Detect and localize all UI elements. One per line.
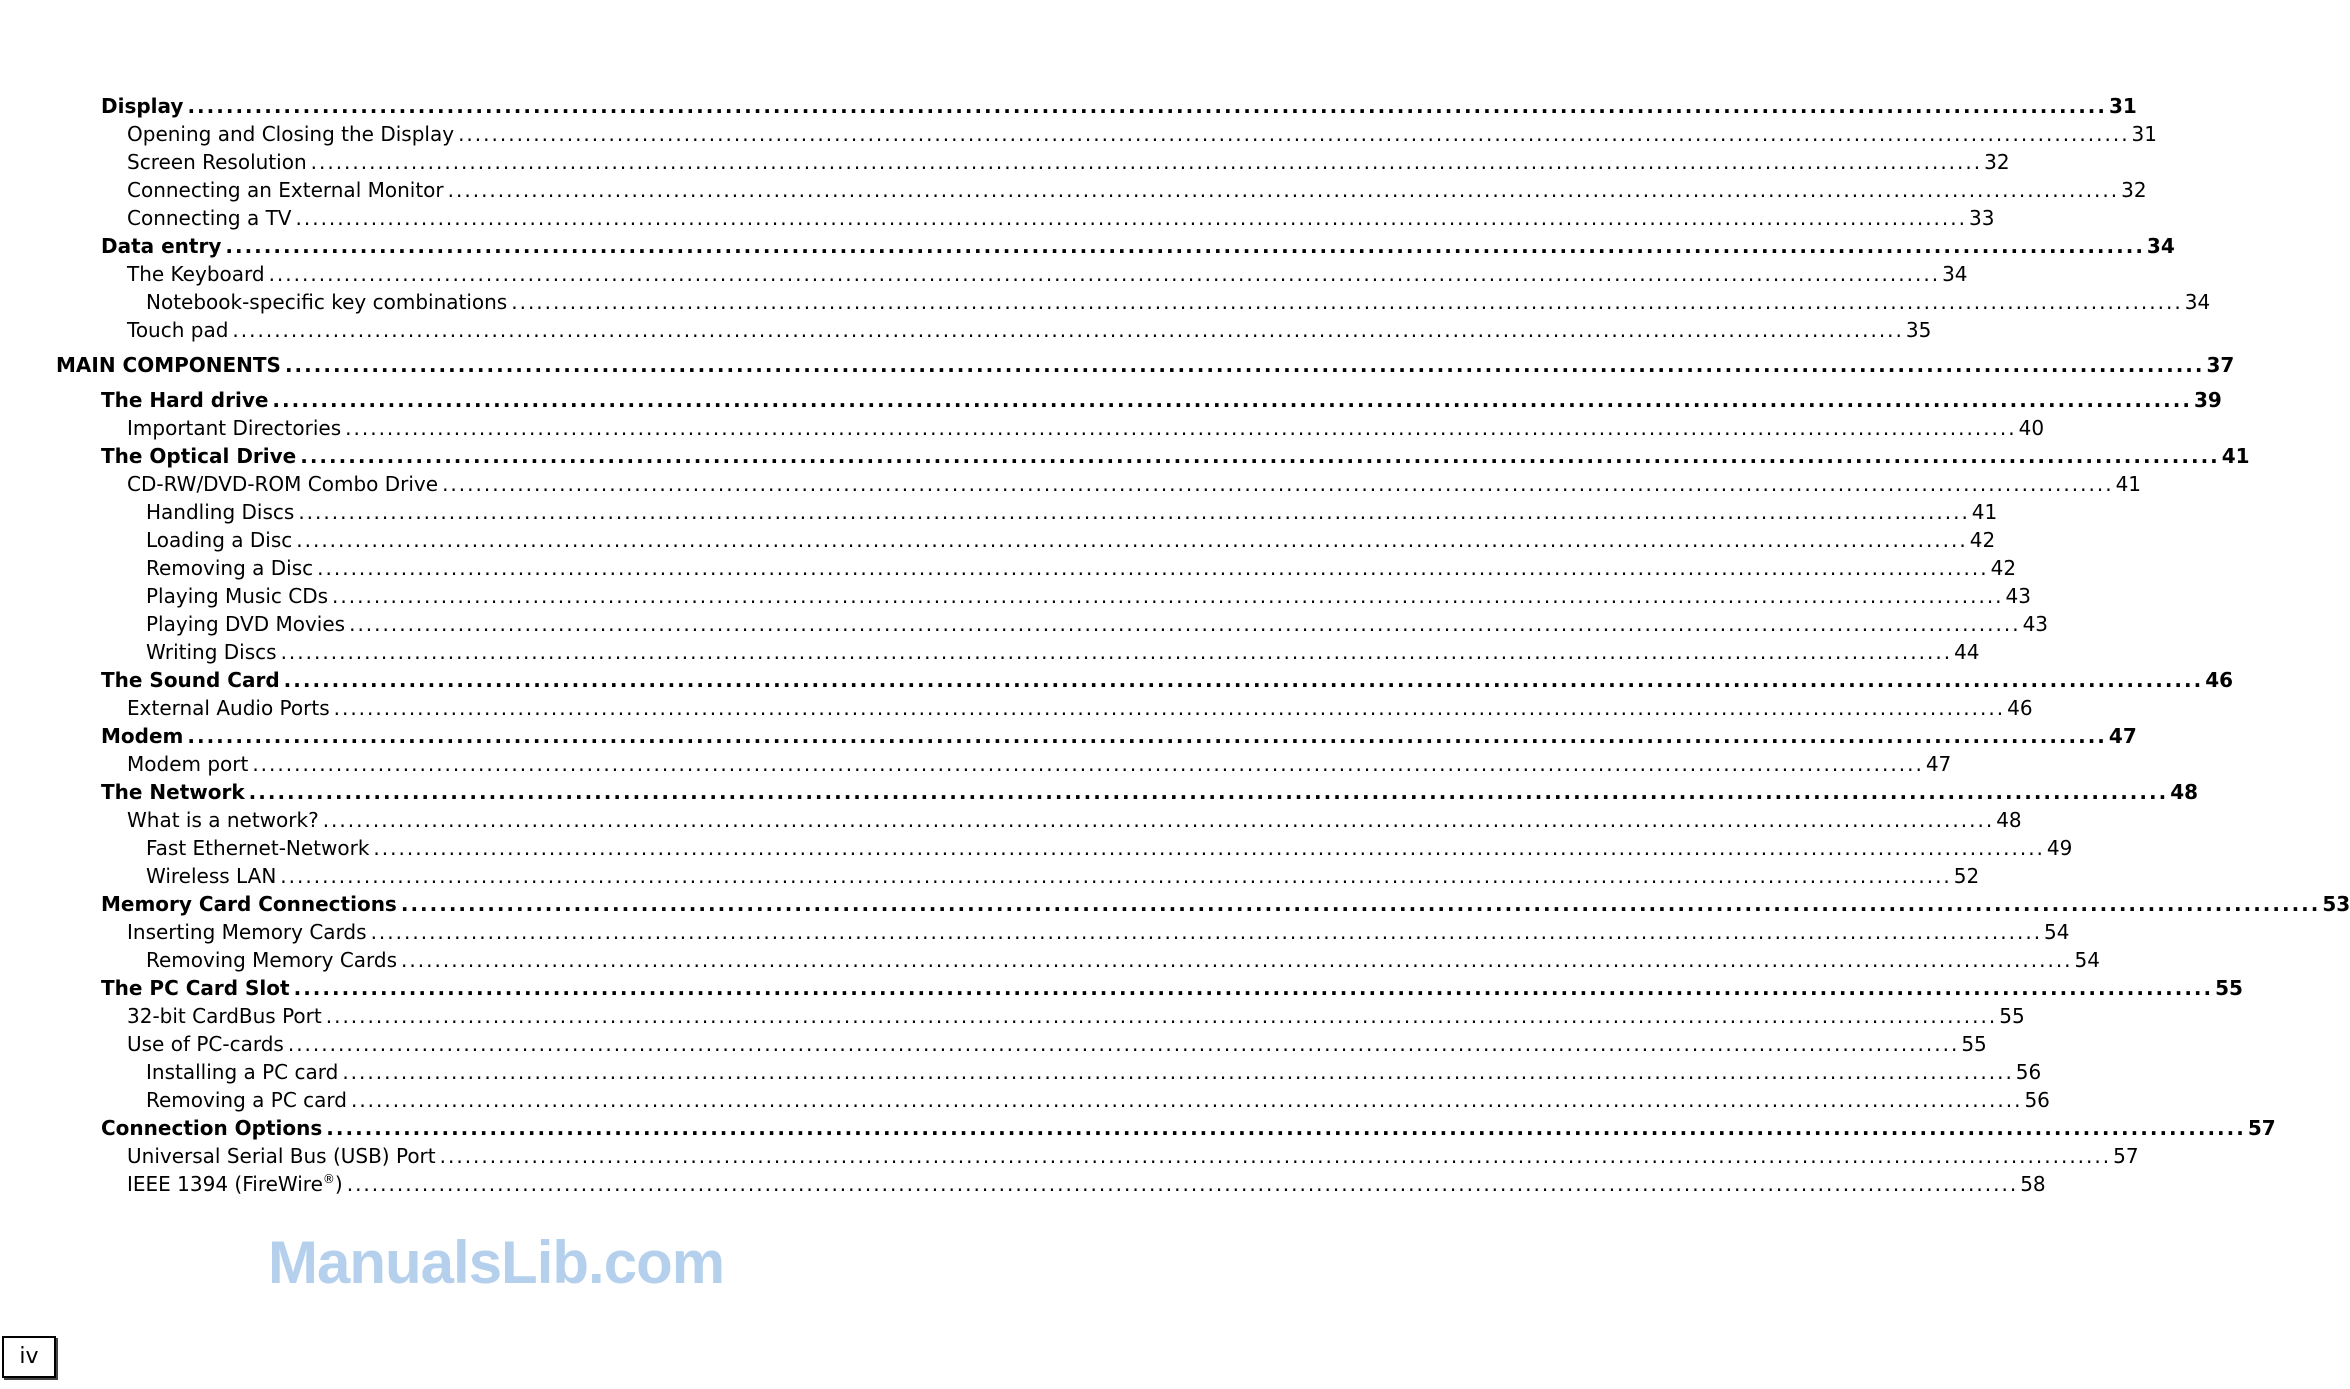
toc-entry-page: 56	[2015, 1060, 2042, 1084]
leader-dots: ........................................................................................................................................................................................................	[300, 444, 2220, 468]
leader-dots: ........................................................................................................................................................................................................	[287, 1032, 1960, 1056]
toc-entry-page: 53	[2322, 892, 2350, 916]
toc-entry-title	[101, 666, 284, 694]
toc-entry-page: 41	[2115, 472, 2142, 496]
toc-entry[interactable]	[0, 834, 2073, 862]
toc-entry-title-text: The Optical Drive	[101, 444, 297, 468]
toc-entry-title	[127, 176, 448, 204]
leader-dots: ........................................................................................................................................................................................................	[350, 1088, 2023, 1112]
leader-dots: ........................................................................................................................................................................................................	[232, 318, 1904, 342]
toc-entry-title-text: Inserting Memory Cards	[127, 920, 367, 944]
leader-dots: ........................................................................................................................................................................................................	[345, 416, 2017, 440]
toc-entry-title-text: Display	[101, 94, 184, 118]
toc-entry-title-text: IEEE 1394 (FireWire	[127, 1172, 323, 1196]
watermark: ManualsLib.com	[268, 1229, 725, 1296]
toc-entry-page: 54	[2044, 920, 2070, 944]
toc-entry-title-text: The Keyboard	[127, 262, 265, 286]
toc-entry-title	[127, 260, 269, 288]
toc-entry-title-text: Removing a PC card	[146, 1088, 347, 1112]
leader-dots: ........................................................................................................................................................................................................	[268, 262, 1941, 286]
toc-entry-title	[127, 750, 252, 778]
toc-entry-page: 34	[2184, 290, 2211, 314]
toc-entry-page: 42	[1969, 528, 1996, 552]
leader-dots: ........................................................................................................................................................................................................	[346, 1172, 2019, 1196]
toc-entry-title	[127, 1030, 288, 1058]
toc-entry[interactable]	[0, 1142, 2139, 1170]
title-suffix: )	[334, 1172, 343, 1196]
toc-entry-title-text: The PC Card Slot	[101, 976, 290, 1000]
toc-entry[interactable]	[0, 750, 1952, 778]
toc-entry-title-text: Removing a Disc	[146, 556, 314, 580]
toc-entry[interactable]	[0, 176, 2147, 204]
leader-dots: ........................................................................................................................................................................................................	[442, 472, 2114, 496]
toc-entry[interactable]	[0, 526, 1996, 554]
leader-dots: ........................................................................................................................................................................................................	[295, 206, 1967, 230]
toc-entry-title	[127, 414, 345, 442]
toc-entry-title-text: What is a network?	[127, 808, 319, 832]
toc-entry-title-text: Important Directories	[127, 416, 342, 440]
toc-entry-title	[101, 386, 272, 414]
toc-entry-title-text: Notebook-specific key combinations	[146, 290, 508, 314]
toc-entry[interactable]	[0, 414, 2045, 442]
toc-entry-title	[146, 834, 373, 862]
toc-entry-title-text: Wireless LAN	[146, 864, 277, 888]
toc-entry[interactable]	[0, 638, 1980, 666]
toc-entry-title-text: Connecting a TV	[127, 206, 292, 230]
toc-entry-page: 41	[2221, 444, 2250, 468]
toc-entry-title	[127, 1170, 347, 1198]
leader-dots: ........................................................................................................................................................................................................	[317, 556, 1989, 580]
toc-entry[interactable]	[0, 1114, 2276, 1142]
toc-entry-title-text: The Sound Card	[101, 668, 280, 692]
toc-entry-title	[146, 526, 296, 554]
toc-entry-title	[146, 554, 317, 582]
toc-entry[interactable]	[0, 470, 2142, 498]
toc-entry-title-text: MAIN COMPONENTS	[56, 353, 281, 377]
toc-entry[interactable]	[0, 862, 1980, 890]
toc-entry-title	[146, 498, 298, 526]
toc-entry-title	[127, 204, 296, 232]
toc-entry-title	[101, 974, 294, 1002]
toc-entry[interactable]	[0, 1030, 1987, 1058]
toc-entry[interactable]	[0, 288, 2211, 316]
toc-entry-title-text: Connection Options	[101, 1116, 323, 1140]
leader-dots: ........................................................................................................................................................................................................	[296, 528, 1968, 552]
toc-entry[interactable]	[0, 918, 2070, 946]
toc-entry[interactable]	[0, 666, 2234, 694]
toc-entry-title	[146, 862, 280, 890]
page-number: iv	[2, 1336, 56, 1378]
toc-entry-title	[127, 148, 311, 176]
toc-entry-title	[146, 582, 332, 610]
leader-dots: ........................................................................................................................................................................................................	[283, 668, 2204, 692]
toc-entry-page: 40	[2018, 416, 2045, 440]
toc-entry-title-text: Removing Memory Cards	[146, 948, 398, 972]
leader-dots: ........................................................................................................................................................................................................	[187, 724, 2107, 748]
leader-dots: ........................................................................................................................................................................................................	[248, 780, 2169, 804]
toc-entry-title	[101, 232, 225, 260]
leader-dots: ........................................................................................................................................................................................................	[298, 500, 1970, 524]
toc-entry-title	[127, 120, 458, 148]
leader-dots: ........................................................................................................................................................................................................	[447, 178, 2120, 202]
toc-entry-title-text: Memory Card Connections	[101, 892, 397, 916]
toc-entry-title	[101, 890, 401, 918]
toc-entry[interactable]	[0, 1086, 2050, 1114]
leader-dots: ........................................................................................................................................................................................................	[325, 1004, 1998, 1028]
toc-entry-title-text: Installing a PC card	[146, 1060, 339, 1084]
leader-dots: ........................................................................................................................................................................................................	[252, 752, 1924, 776]
toc-entry[interactable]	[0, 974, 2243, 1002]
toc-entry-title-text: CD-RW/DVD-ROM Combo Drive	[127, 472, 439, 496]
toc-entry[interactable]	[0, 722, 2137, 750]
toc-entry[interactable]	[0, 204, 1995, 232]
toc-entry-title-text: Screen Resolution	[127, 150, 307, 174]
toc-entry-page: 57	[2247, 1116, 2276, 1140]
toc-entry-title-text: The Hard drive	[101, 388, 269, 412]
toc-entry-title-text: Use of PC-cards	[127, 1032, 284, 1056]
leader-dots: ........................................................................................................................................................................................................	[310, 150, 1983, 174]
toc-entry-title	[127, 316, 232, 344]
toc-entry-page: 43	[2005, 584, 2031, 608]
toc-entry-page: 58	[2020, 1172, 2046, 1196]
toc-entry-title	[101, 442, 300, 470]
toc-entry-page: 52	[1953, 864, 1980, 888]
leader-dots: ........................................................................................................................................................................................................	[401, 948, 2073, 972]
toc-entry-page: 39	[2193, 388, 2222, 412]
leader-dots: ........................................................................................................................................................................................................	[187, 94, 2107, 118]
toc-entry-page: 47	[2108, 724, 2137, 748]
toc-entry-page: 48	[1996, 808, 2022, 832]
leader-dots: ........................................................................................................................................................................................................	[326, 1116, 2246, 1140]
toc-entry-title-text: Touch pad	[127, 318, 229, 342]
toc-entry-title-text: The Network	[101, 780, 245, 804]
toc-entry-page: 33	[1968, 206, 1995, 230]
leader-dots: ........................................................................................................................................................................................................	[333, 696, 2006, 720]
toc-entry-title	[146, 1086, 351, 1114]
leader-dots: ........................................................................................................................................................................................................	[225, 234, 2145, 258]
leader-dots: ........................................................................................................................................................................................................	[349, 612, 2021, 636]
toc-entry[interactable]	[0, 1170, 2046, 1198]
toc-entry-title	[146, 288, 511, 316]
toc-entry[interactable]	[0, 148, 2010, 176]
toc-entry-title	[127, 470, 442, 498]
toc-entry-page: 57	[2113, 1144, 2139, 1168]
toc-entry-title-text: Writing Discs	[146, 640, 277, 664]
toc-entry-page: 35	[1905, 318, 1932, 342]
leader-dots: ........................................................................................................................................................................................................	[458, 122, 2130, 146]
toc-entry-title	[146, 610, 349, 638]
toc-entry-title-text: Modem	[101, 724, 184, 748]
toc-entry-page: 44	[1954, 640, 1980, 664]
toc-entry-title-text: Connecting an External Monitor	[127, 178, 444, 202]
leader-dots: ........................................................................................................................................................................................................	[332, 584, 2004, 608]
leader-dots: ........................................................................................................................................................................................................	[322, 808, 1995, 832]
toc-entry-title-text: Opening and Closing the Display	[127, 122, 455, 146]
toc-entry[interactable]	[0, 694, 2033, 722]
toc-entry-page: 31	[2131, 122, 2157, 146]
toc-entry-title-text: 32-bit CardBus Port	[127, 1004, 322, 1028]
table-of-contents	[0, 92, 2350, 1198]
toc-entry-page: 46	[2205, 668, 2234, 692]
toc-entry[interactable]	[0, 232, 2175, 260]
toc-entry-title-text: Fast Ethernet-Network	[146, 836, 370, 860]
toc-entry-page: 46	[2007, 696, 2033, 720]
toc-entry-page: 55	[2215, 976, 2243, 1000]
leader-dots: ........................................................................................................................................................................................................	[284, 353, 2205, 377]
toc-entry-title-text: Handling Discs	[146, 500, 295, 524]
toc-entry-page: 34	[2146, 234, 2175, 258]
toc-entry-page: 37	[2206, 353, 2235, 377]
leader-dots: ........................................................................................................................................................................................................	[370, 920, 2043, 944]
toc-entry-title	[127, 918, 371, 946]
toc-entry-title-text: Data entry	[101, 234, 222, 258]
toc-entry-page: 32	[1984, 150, 2010, 174]
toc-entry-title	[101, 778, 249, 806]
toc-entry-page: 49	[2046, 836, 2073, 860]
toc-entry[interactable]	[0, 442, 2250, 470]
toc-entry-title	[101, 722, 187, 750]
toc-entry-page: 41	[1971, 500, 1998, 524]
toc-entry-page: 55	[1999, 1004, 2025, 1028]
toc-entry-title-text: Loading a Disc	[146, 528, 293, 552]
leader-dots: ........................................................................................................................................................................................................	[280, 640, 1953, 664]
toc-entry[interactable]	[0, 386, 2222, 414]
toc-entry-title	[146, 638, 281, 666]
toc-entry[interactable]	[0, 120, 2157, 148]
toc-entry-page: 32	[2121, 178, 2147, 202]
toc-entry-title	[127, 1142, 440, 1170]
toc-entry-title	[146, 946, 401, 974]
toc-entry-title-text: Modem port	[127, 752, 249, 776]
leader-dots: ........................................................................................................................................................................................................	[439, 1144, 2112, 1168]
leader-dots: ........................................................................................................................................................................................................	[373, 836, 2045, 860]
leader-dots: ........................................................................................................................................................................................................	[400, 892, 2321, 916]
leader-dots: ........................................................................................................................................................................................................	[272, 388, 2192, 412]
toc-entry[interactable]	[0, 1002, 2025, 1030]
leader-dots: ........................................................................................................................................................................................................	[511, 290, 2183, 314]
toc-entry-page: 31	[2108, 94, 2137, 118]
toc-entry-page: 42	[1990, 556, 2017, 580]
toc-entry[interactable]	[0, 351, 2235, 379]
toc-entry-page: 55	[1961, 1032, 1987, 1056]
toc-entry[interactable]	[0, 260, 1968, 288]
toc-entry-title	[101, 1114, 326, 1142]
toc-entry-title	[101, 92, 187, 120]
toc-entry[interactable]	[0, 1058, 2042, 1086]
toc-entry-page: 48	[2170, 780, 2199, 804]
toc-entry-page: 47	[1925, 752, 1952, 776]
toc-entry[interactable]	[0, 610, 2049, 638]
toc-entry-title	[56, 351, 285, 379]
toc-entry[interactable]	[0, 92, 2137, 120]
toc-entry[interactable]	[0, 946, 2100, 974]
toc-entry-title-text: Universal Serial Bus (USB) Port	[127, 1144, 436, 1168]
toc-entry-title	[127, 806, 323, 834]
toc-entry-title	[146, 1058, 342, 1086]
toc-entry-page: 34	[1942, 262, 1968, 286]
toc-entry-page: 43	[2022, 612, 2049, 636]
leader-dots: ........................................................................................................................................................................................................	[280, 864, 1952, 888]
toc-entry[interactable]	[0, 498, 1998, 526]
toc-entry[interactable]	[0, 316, 1932, 344]
toc-entry-title-text: External Audio Ports	[127, 696, 330, 720]
toc-entry-page: 56	[2024, 1088, 2050, 1112]
toc-entry[interactable]	[0, 806, 2022, 834]
toc-entry[interactable]	[0, 890, 2350, 918]
leader-dots: ........................................................................................................................................................................................................	[293, 976, 2214, 1000]
toc-entry-page: 54	[2074, 948, 2100, 972]
toc-entry-title-text: Playing Music CDs	[146, 584, 329, 608]
registered-mark: ®	[322, 1172, 335, 1186]
leader-dots: ........................................................................................................................................................................................................	[342, 1060, 2014, 1084]
toc-entry-title	[127, 694, 334, 722]
toc-entry[interactable]	[0, 582, 2031, 610]
toc-entry-title-text: Playing DVD Movies	[146, 612, 346, 636]
toc-entry-title	[127, 1002, 326, 1030]
toc-entry[interactable]	[0, 554, 2017, 582]
toc-entry[interactable]	[0, 778, 2199, 806]
